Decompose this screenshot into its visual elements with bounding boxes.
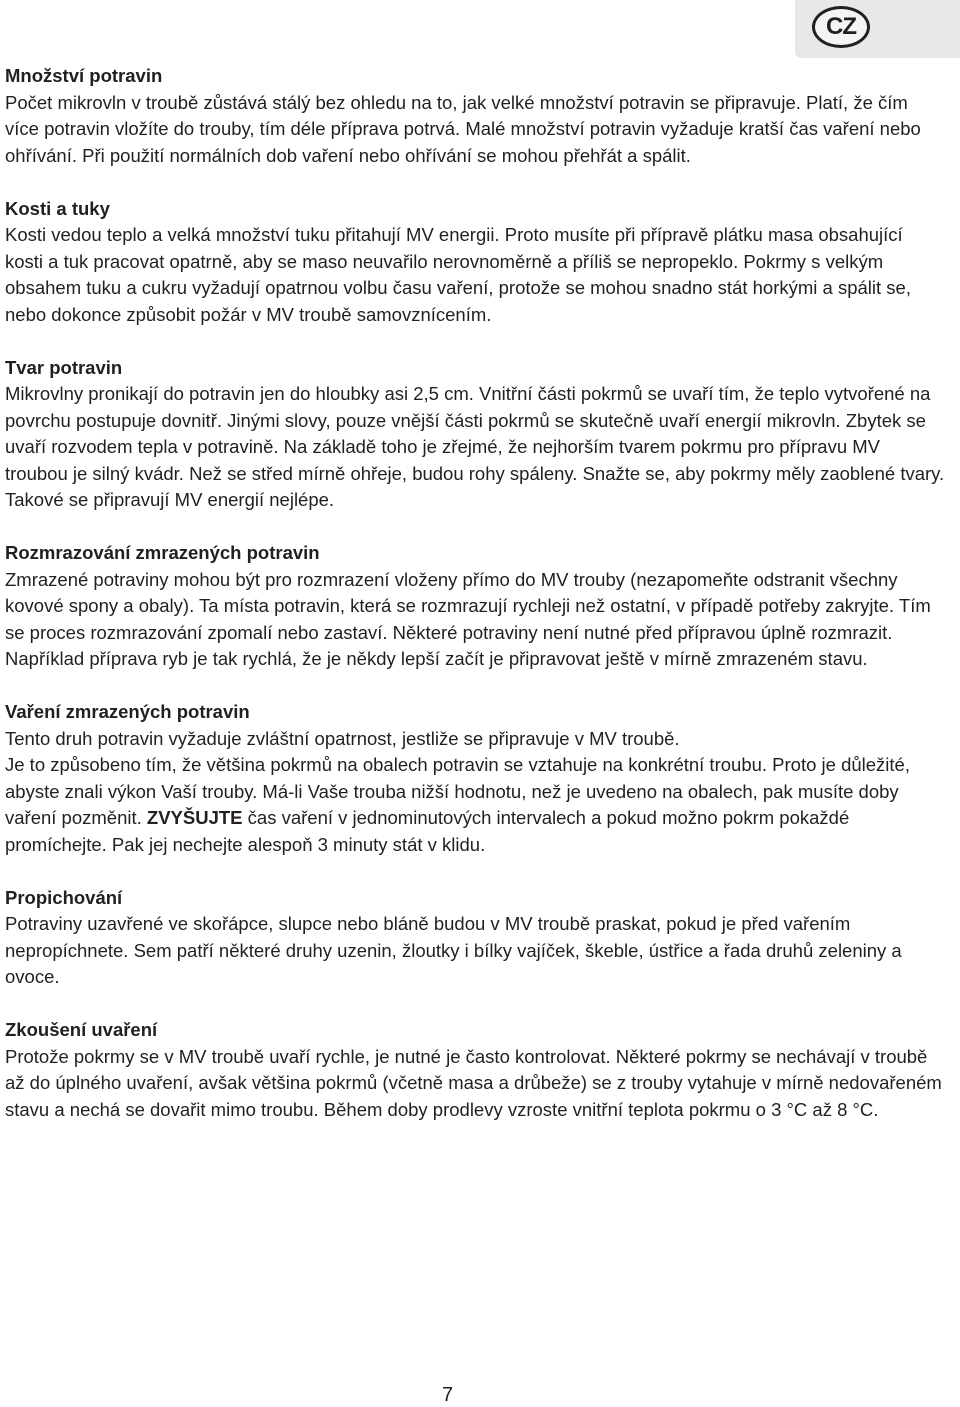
section-paragraph: Počet mikrovln v troubě zůstává stálý bez ohledu na to, jak velké množství potravin se připravuje. Platí, že čím více potravin vložíte do trouby, tím déle příprava potrvá. Malé množství potravin vyžaduje kratší čas vaření nebo ohřívání. Při použití normálních dob vaření nebo ohřívání se mohou přehřát a spálit. [5,91,921,166]
section-heading: Rozmrazování zmrazených potravin [5,542,320,563]
section-bones-and-fats [5,196,945,329]
section-heading: Kosti a tuky [5,197,110,219]
section-cooking-frozen [5,699,945,858]
section-food-shape [5,355,945,514]
document-body [5,63,945,1150]
page-number: 7 [441,1384,454,1406]
section-heading: Zkoušení uvaření [5,1019,158,1040]
section-paragraph-line1: Tento druh potravin vyžaduje zvláštní opatrnost, jestliže se připravuje v MV troubě. [5,727,680,749]
paragraph-text-before-emphasis: Je to způsobeno tím, že většina pokrmů na obalech potravin se vztahuje na konkrétní troubu. Proto je důležité, abyste znali výkon Vaší trouby. Má-li Vaše trouba nižší hodnotu, než je uvedeno na obalech, pak musíte doby vaření pozměnit. [5,754,910,828]
section-heading: Množství potravin [5,65,163,86]
section-paragraph: Protože pokrmy se v MV troubě uvaří rychle, je nutné je často kontrolovat. Některé pokrmy se nechávají v troubě až do úplného uvaření, avšak většina pokrmů (včetně masa a drůbeže) se z trouby vytahuje v mírně nedovařeném stavu a nechá se dovařit mimo troubu. Během doby prodlevy vzroste vnitřní teplota pokrmu o 3 °C až 8 °C. [5,1045,942,1120]
section-piercing [5,885,945,991]
section-food-quantity [5,63,945,169]
section-heading: Propichování [5,886,123,908]
section-paragraph: Zmrazené potraviny mohou být pro rozmrazení vloženy přímo do MV trouby (nezapomeňte odstranit všechny kovové spony a obaly). Ta místa potravin, která se rozmrazují rychleji než ostatní, v případě potřeby zakryjte. Tím se proces rozmrazování zpomalí nebo zastaví. Některé potraviny není nutné před přípravou úplně rozmrazit. Například příprava ryb je tak rychlá, že je někdy lepší začít je připravovat ještě v mírně zmrazeném stavu. [5,568,931,669]
section-heading: Vaření zmrazených potravin [5,701,250,722]
section-paragraph: Mikrovlny pronikají do potravin jen do hloubky asi 2,5 cm. Vnitřní části pokrmů se uvaří tím, že teplo vytvořené na povrchu postupuje dovnitř. Jinými slovy, pouze vnější části pokrmů se skutečně uvaří energií mikrovln. Zbytek se uvaří rozvodem tepla v potravině. Na základě toho je zřejmé, že nejhorším tvarem pokrmu pro přípravu MV troubou je silný kvádr. Než se střed mírně ohřeje, budou rohy spáleny. Snažte se, aby pokrmy měly zaoblené tvary. Takové se připravují MV energií nejlépe. [5,383,945,510]
emphasis-text: ZVYŠUJTE [146,807,243,828]
section-paragraph: Kosti vedou teplo a velká množství tuku přitahují MV energii. Proto musíte při přípravě plátku masa obsahující kosti a tuk pracovat opatrně, aby se maso neuvařilo nerovnoměrně a příliš se nepropeklo. Pokrmy s velkým obsahem tuku a cukru vyžadují opatrnou volbu času vaření, protože se mohou snadno stát horkými a spálit se, nebo dokonce způsobit požár v MV troubě samovznícením. [5,224,911,325]
section-heading: Tvar potravin [5,356,123,378]
language-badge: CZ [812,6,870,48]
section-paragraph: Potraviny uzavřené ve skořápce, slupce nebo bláně budou v MV troubě praskat, pokud je před vařením nepropíchnete. Sem patří některé druhy uzenin, žloutky i bílky vajíček, škeble, ústřice a řada druhů zeleniny a ovoce. [5,913,902,987]
paragraph-text-after-emphasis: čas vaření v jednominutových intervalech a pokud možno pokrm pokaždé promíchejte. Pak jej nechejte alespoň 3 minuty stát v klidu. [5,807,850,855]
section-paragraph [5,752,945,858]
section-defrosting [5,540,945,673]
section-doneness-check [5,1017,945,1123]
